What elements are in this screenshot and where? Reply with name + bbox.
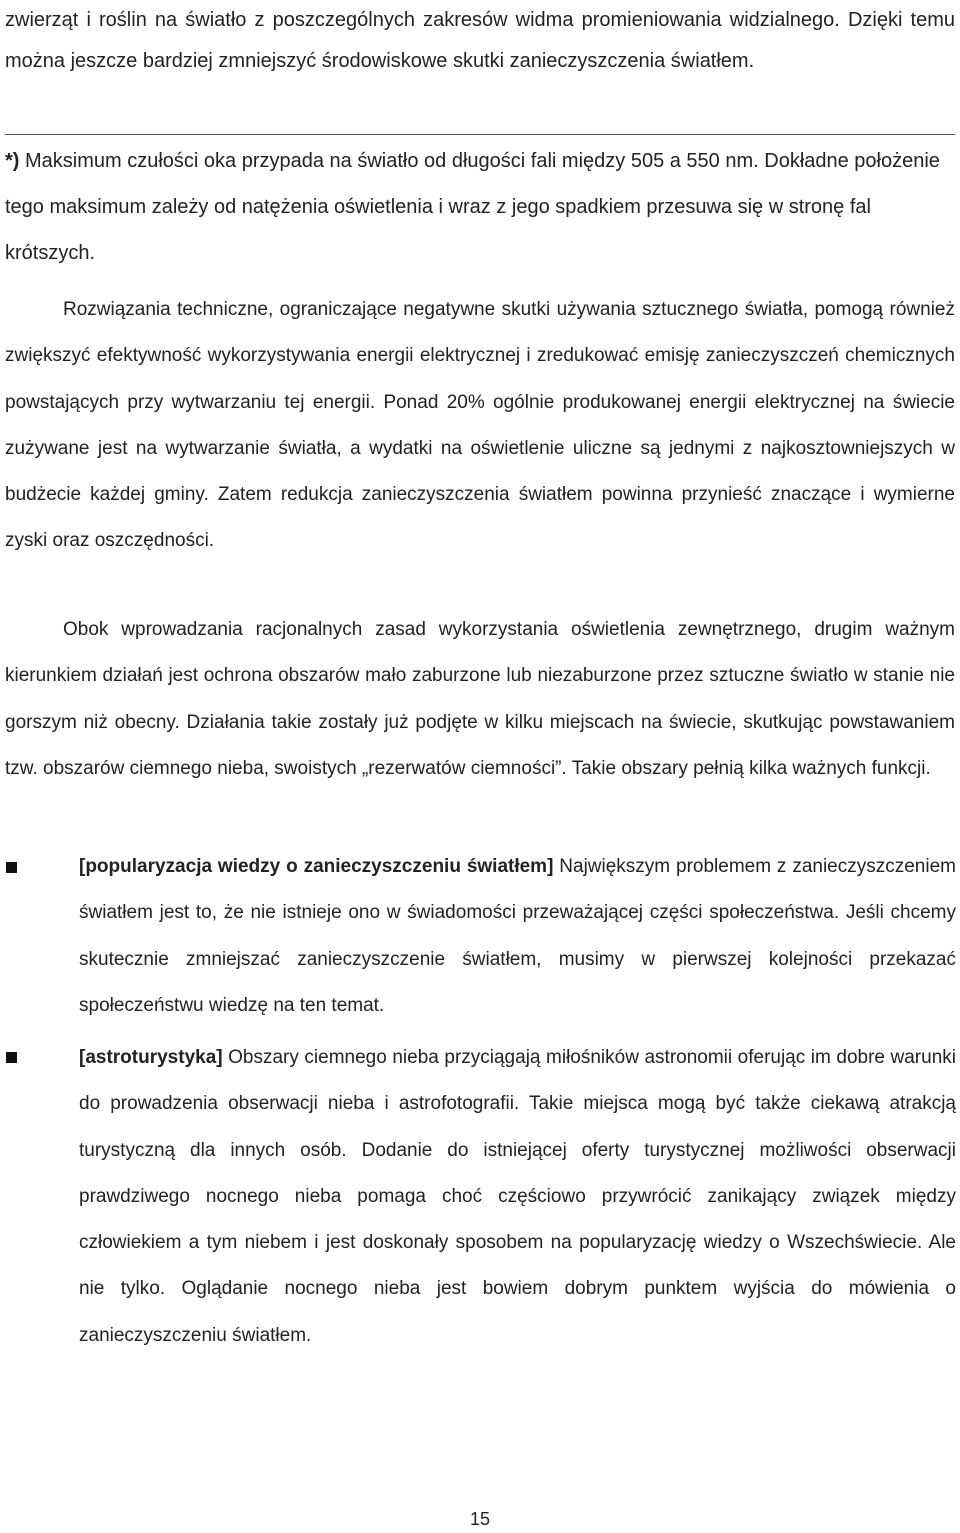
paragraph-dark-sky-protection: Obok wprowadzania racjonalnych zasad wykorzystania oświetlenia zewnętrznego, drugim ważnym kierunkiem działań jest ochrona obszarów mało zaburzone lub niezaburzone przez sztuczne światło w stanie nie gorszym niż obecny. Działania takie zostały już podjęte w kilku miejscach na świecie, skutkując powstawaniem tzw. obszarów ciemnego nieba, swoistych „rezerwatów ciemności”. Takie obszary pełnią kilka ważnych funkcji. <box>5 619 955 779</box>
paragraph-technical-solutions: Rozwiązania techniczne, ograniczające negatywne skutki używania sztucznego światła, pomogą również zwiększyć efektywność wykorzystywania energii elektrycznej i zredukować emisję zanieczyszczeń chemicznych powstających przy wytwarzaniu tej energii. Ponad 20% ogólnie produkowanej energii elektrycznej na świecie zużywane jest na wytwarzanie światła, a wydatki na oświetlenie uliczne są jednymi z najkosztowniejszych w budżecie każdej gminy. Zatem redukcja zanieczyszczenia światłem powinna przynieść znaczące i wymierne zyski oraz oszczędności. <box>5 299 955 552</box>
bullet-text: Największym problemem z zanieczyszczeniem światłem jest to, że nie istnieje ono w świadomości przeważającej części społeczeństwa. Jeśli chcemy skutecznie zmniejszać zanieczyszczenie światłem, musimy w pierwszej kolejności przekazać społeczeństwu wiedzę na ten temat. <box>79 856 956 1016</box>
footnote-text: Maksimum czułości oka przypada na światło od długości fali między 505 a 550 nm. Dokładne położenie tego maksimum zależy od natężenia oświetlenia i wraz z jego spadkiem przesuwa się w stronę fal krótszych. <box>5 150 940 264</box>
footnote-mark: *) <box>5 150 20 172</box>
bullet-square-icon <box>6 862 17 873</box>
bullet-text: Obszary ciemnego nieba przyciągają miłośników astronomii oferując im dobre warunki do prowadzenia obserwacji nieba i astrofotografii. Takie miejsca mogą być także ciekawą atrakcją turystyczną dla innych osób. Dodanie do istniejącej oferty turystycznej możliwości obserwacji prawdziwego nocnego nieba pomaga choć częściowo przywrócić zanikający związek między człowiekiem a tym niebem i jest doskonały sposobem na popularyzację wiedzy o Wszechświecie. Ale nie tylko. Oglądanie nocnego nieba jest bowiem dobrym punktem wyjścia do mówienia o zanieczyszczeniu światłem. <box>79 1047 956 1346</box>
top-paragraph: zwierząt i roślin na światło z poszczególnych zakresów widma promieniowania widzialnego. Dzięki temu można jeszcze bardziej zmniejszyć środowiskowe skutki zanieczyszczenia światłem. <box>5 9 955 72</box>
bullet-lead: [popularyzacja wiedzy o zanieczyszczeniu światłem] <box>79 856 554 877</box>
footnote-divider <box>5 134 955 135</box>
bullet-square-icon <box>6 1052 17 1063</box>
bullet-lead: [astroturystyka] <box>79 1047 223 1068</box>
bullet-item-popularization <box>79 844 956 1029</box>
page-number: 15 <box>469 1509 491 1529</box>
footnote <box>5 138 955 276</box>
bullet-item-astrotourism <box>79 1035 956 1359</box>
